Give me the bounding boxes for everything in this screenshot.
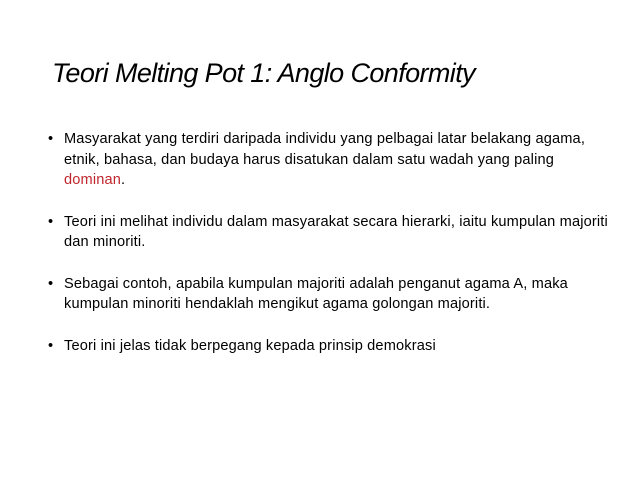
- highlighted-word: dominan: [64, 172, 122, 188]
- bullet-marker: •: [48, 275, 54, 292]
- bullet-text-end: .: [121, 172, 126, 188]
- bullet-text: Teori ini jelas tidak berpegang kepada prinsip demokrasi: [64, 337, 436, 354]
- bullet-item-hierarchy: [48, 212, 608, 253]
- bullet-list: [48, 129, 608, 356]
- slide-title: Teori Melting Pot 1: Anglo Conformity: [52, 58, 476, 88]
- bullet-marker: •: [48, 213, 54, 230]
- bullet-text: Teori ini melihat individu dalam masyarakat secara hierarki, iaitu kumpulan majoriti dan minoriti.: [64, 213, 608, 250]
- bullet-text: Masyarakat yang terdiri daripada individu yang pelbagai latar belakang agama, etnik, bahasa, dan budaya harus disatukan dalam satu wadah yang paling: [64, 131, 586, 168]
- bullet-text: Sebagai contoh, apabila kumpulan majoriti adalah penganut agama A, maka kumpulan minoriti hendaklah mengikut agama golongan majoriti.: [64, 275, 568, 312]
- bullet-marker: •: [48, 337, 54, 354]
- bullet-item-example: [48, 274, 608, 315]
- bullet-marker: •: [48, 131, 54, 147]
- bullet-item-dominant-culture: [48, 129, 608, 191]
- bullet-item-democracy: [48, 336, 608, 357]
